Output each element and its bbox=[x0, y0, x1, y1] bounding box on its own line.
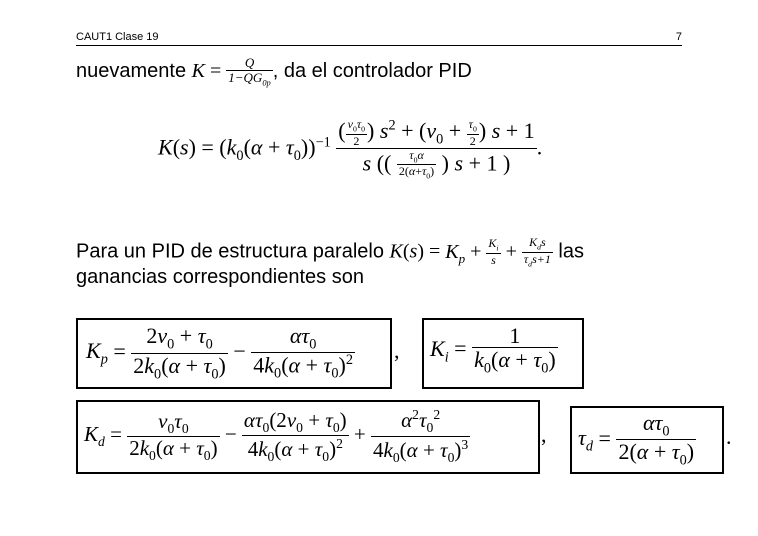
main-equation: $K(s) = (k_0(\alpha + \tau_0))^{-1}$ ( $\frac{\nu_0\tau_0}{2}$ ) $s^2 + (\nu_0$ + $\frac{\tau_0}{2}$ ) s + 1 s (( $\frac{\tau_0\alpha}{2(\alpha+\tau_0)}$ ) s + 1 ) . bbox=[158, 117, 543, 181]
main-equation-period: . bbox=[536, 134, 543, 160]
paragraph-suffix: las bbox=[558, 240, 584, 263]
intro-fraction: $\frac{Q}{1-QG_{0p}}$ bbox=[228, 55, 271, 88]
page-number: 7 bbox=[675, 31, 682, 43]
paragraph-line-2: ganancias correspondientes son bbox=[76, 266, 364, 288]
intro-k-eq: K bbox=[191, 60, 205, 83]
kp-equation: $K_p$ = $\frac{2\nu_0 + \tau_0}{2k_0(\alpha + \tau_0)}$ − $\frac{\alpha\tau_0}{4k_0(\alpha + \tau_0)^2}$ bbox=[86, 323, 354, 383]
intro-prefix: nuevamente bbox=[76, 60, 187, 83]
ki-equation: $K_i$ = $\frac{1}{k_0(\alpha + \tau_0)}$ bbox=[430, 323, 556, 377]
taud-equation: $\tau_d$ = $\frac{\alpha\tau_0}{2(\alpha + \tau_0)}$ bbox=[578, 410, 695, 469]
header-rule bbox=[76, 45, 682, 46]
main-equation-fraction: ( $\frac{\nu_0\tau_0}{2}$ ) $s^2 + (\nu_0$ + $\frac{\tau_0}{2}$ ) s + 1 s (( $\frac{\tau_0\alpha}{2(\alpha+\tau_0)}$ ) s + 1 ) bbox=[338, 117, 535, 181]
paragraph-line-1: Para un PID de estructura paralelo $K(s) = K_p$ + $\frac{K_i}{s}$ + $\frac{K_ds}{\tau_ds+1}$ las bbox=[76, 235, 584, 268]
intro-line: nuevamente K = $\frac{Q}{1-QG_{0p}}$ , da el controlador PID bbox=[76, 55, 472, 88]
intro-suffix: , da el controlador PID bbox=[272, 60, 472, 83]
paragraph-prefix: Para un PID de estructura paralelo bbox=[76, 240, 384, 263]
slide-header-title: CAUT1 Clase 19 bbox=[76, 31, 159, 43]
kd-equation: $K_d$ = $\frac{\nu_0\tau_0}{2k_0(\alpha + \tau_0)}$ − $\frac{\alpha\tau_0(2\nu_0 + \tau_0)}{4k_0(\alpha + \tau_0)^2}$ + $\frac{\alpha^2\tau_0^2}{4k_0(\alpha + \tau_0)^3}$ bbox=[84, 407, 469, 465]
